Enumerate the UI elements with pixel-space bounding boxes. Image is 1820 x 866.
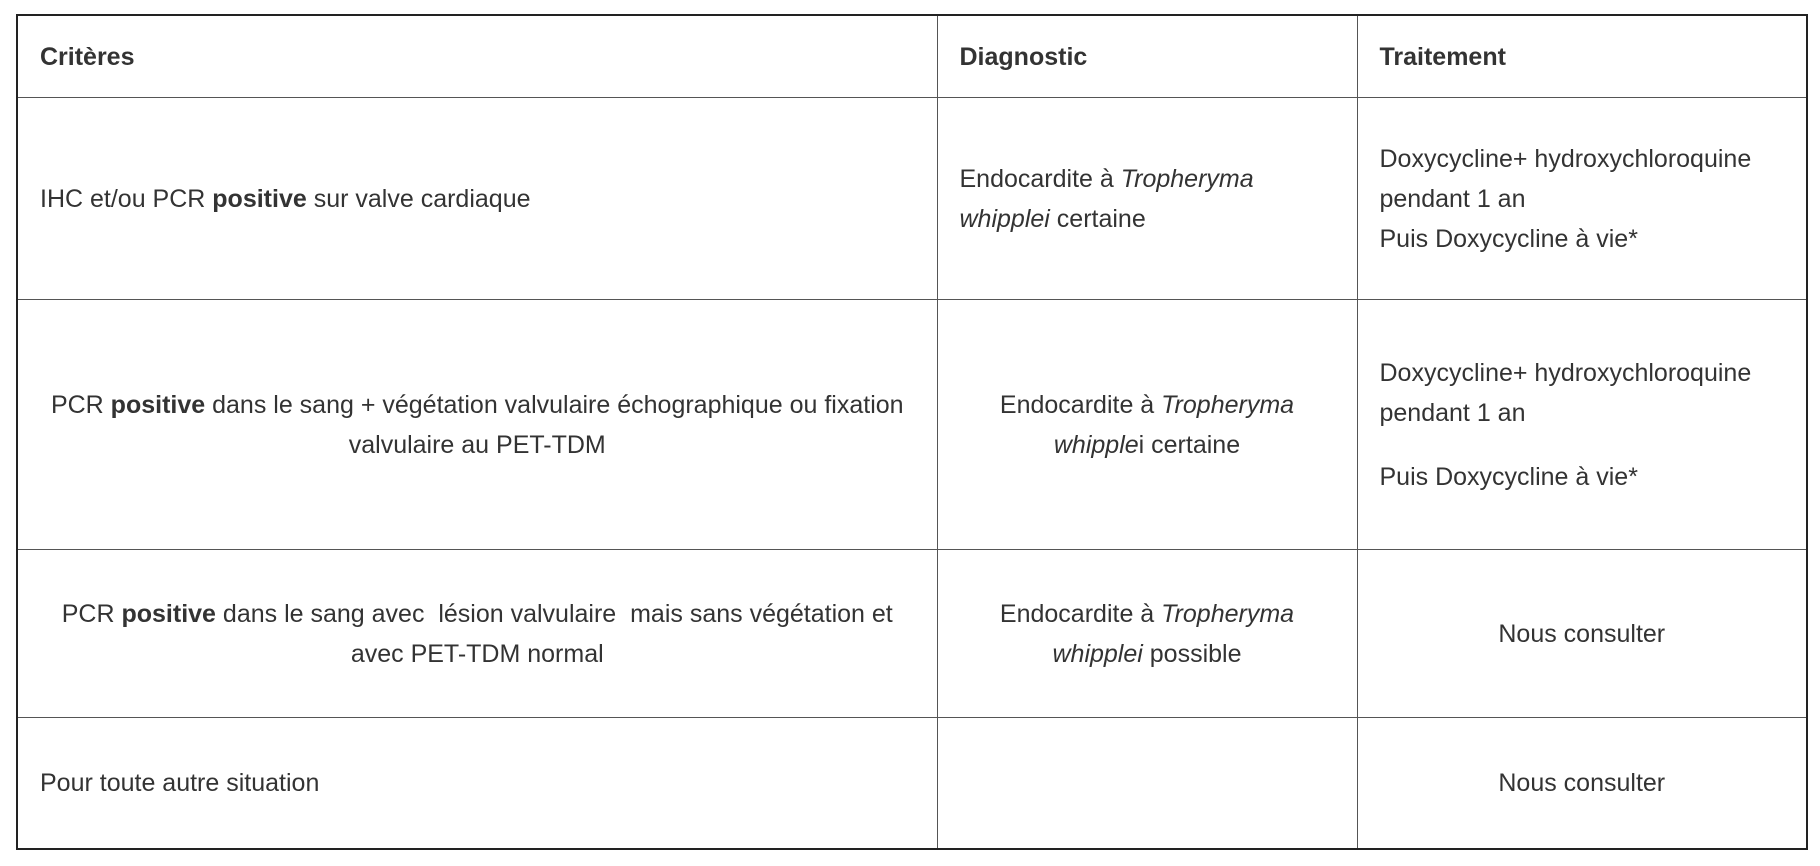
diagnosis-organism-name: Tropheryma whipple <box>1053 390 1295 459</box>
diagnosis-text-after: i certaine <box>1138 430 1241 459</box>
diagnosis-cell <box>937 300 1357 550</box>
criteria-text-bold: positive <box>110 390 206 419</box>
header-diagnosis: Diagnostic <box>937 15 1357 98</box>
table-row <box>17 718 1807 849</box>
diagnosis-organism-name: Tropheryma whipplei <box>1052 599 1295 668</box>
table-row <box>17 300 1807 550</box>
diagnosis-cell <box>937 550 1357 718</box>
criteria-text-bold: positive <box>212 184 307 213</box>
diagnosis-text-before: Endocardite à <box>999 390 1162 419</box>
header-criteria: Critères <box>17 15 937 98</box>
criteria-text-after: dans le sang + végétation valvulaire échographique ou fixation valvulaire au PET-TDM <box>205 390 904 459</box>
diagnosis-treatment-table <box>16 14 1808 850</box>
table-row <box>17 550 1807 718</box>
criteria-text-after: dans le sang avec lésion valvulaire mais sans végétation et avec PET-TDM normal <box>215 599 900 668</box>
treatment-line-1: Doxycycline+ hydroxychloroquine pendant 1 an <box>1379 358 1752 427</box>
criteria-text-bold: positive <box>121 599 216 628</box>
criteria-cell: Pour toute autre situation <box>17 718 937 849</box>
diagnosis-text-after: possible <box>1142 639 1242 668</box>
criteria-text-before: IHC et/ou PCR <box>40 184 213 213</box>
diagnosis-cell <box>937 98 1357 300</box>
criteria-cell <box>17 550 937 718</box>
table-row <box>17 98 1807 300</box>
treatment-line-1: Doxycycline+ hydroxychloroquine pendant 1 an <box>1379 144 1752 213</box>
treatment-line-2: Puis Doxycycline à vie* <box>1379 224 1638 253</box>
criteria-text-before: PCR <box>61 599 122 628</box>
header-treatment: Traitement <box>1357 15 1807 98</box>
criteria-cell <box>17 98 937 300</box>
diagnosis-cell <box>937 718 1357 849</box>
treatment-cell <box>1357 98 1807 300</box>
diagnosis-text-after: certaine <box>1049 204 1146 233</box>
criteria-text-after: sur valve cardiaque <box>306 184 531 213</box>
criteria-cell <box>17 300 937 550</box>
diagnosis-organism-name: Tropheryma whipplei <box>959 164 1254 233</box>
treatment-cell: Nous consulter <box>1357 718 1807 849</box>
treatment-cell <box>1357 300 1807 550</box>
treatment-line-2: Puis Doxycycline à vie* <box>1379 462 1638 491</box>
table-header-row <box>17 15 1807 98</box>
diagnosis-text-before: Endocardite à <box>959 164 1121 193</box>
treatment-cell: Nous consulter <box>1357 550 1807 718</box>
diagnosis-treatment-table-wrapper <box>16 14 1806 849</box>
diagnosis-text-before: Endocardite à <box>999 599 1162 628</box>
criteria-text-before: PCR <box>50 390 111 419</box>
